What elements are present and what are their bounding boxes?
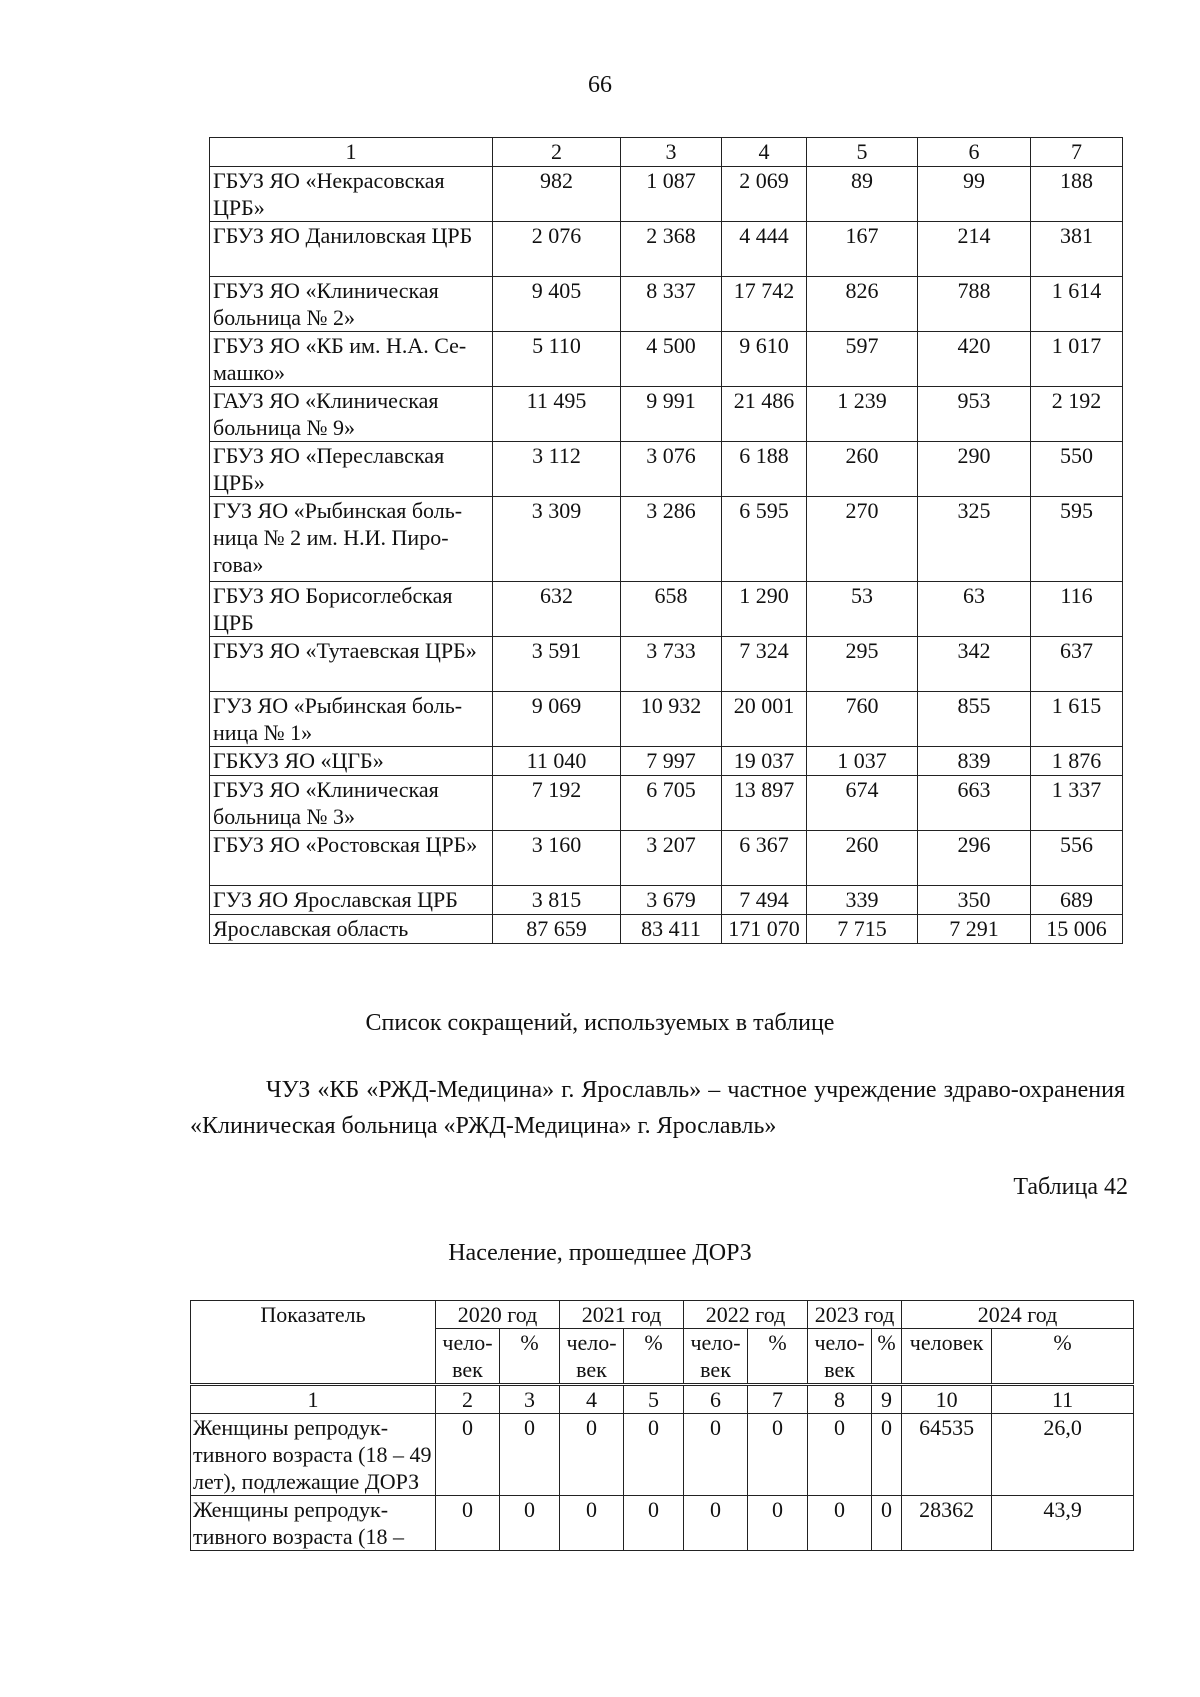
table-cell: 4 [722, 138, 807, 167]
row-label: ГБУЗ ЯО «Клиническая больница № 3» [210, 776, 493, 831]
table-cell: 10 [902, 1385, 992, 1414]
table-cell: 64535 [902, 1414, 992, 1496]
table-row [210, 222, 1123, 277]
table-cell: 11 [992, 1385, 1134, 1414]
header-unit: чело-век [436, 1329, 500, 1385]
table-cell: 83 411 [621, 915, 722, 944]
table-number: Таблица 42 [1013, 1174, 1128, 1200]
table-cell: 2 069 [722, 167, 807, 222]
table-cell: 637 [1031, 637, 1123, 692]
row-label: ГБУЗ ЯО Даниловская ЦРБ [210, 222, 493, 277]
table-row [210, 582, 1123, 637]
row-label: ГАУЗ ЯО «Клиническая больница № 9» [210, 387, 493, 442]
table-cell: 674 [807, 776, 918, 831]
table-cell: 8 [808, 1385, 872, 1414]
table-row [191, 1414, 1134, 1496]
table-row [210, 442, 1123, 497]
table-cell: 381 [1031, 222, 1123, 277]
header-unit: чело-век [684, 1329, 748, 1385]
table-cell: 339 [807, 886, 918, 915]
table-cell: 17 742 [722, 277, 807, 332]
table-title: Население, прошедшее ДОРЗ [448, 1240, 752, 1266]
table-cell: 116 [1031, 582, 1123, 637]
table-cell: 1 615 [1031, 692, 1123, 747]
header-unit: % [872, 1329, 902, 1385]
table-cell: 99 [918, 167, 1031, 222]
table-cell: 658 [621, 582, 722, 637]
table-cell: 1 017 [1031, 332, 1123, 387]
table-cell: 1 290 [722, 582, 807, 637]
table-cell: 0 [500, 1496, 560, 1551]
table-cell: 839 [918, 747, 1031, 776]
table-cell: 350 [918, 886, 1031, 915]
table-row [210, 277, 1123, 332]
table-cell: 53 [807, 582, 918, 637]
row-label: ГБУЗ ЯО «Переславская ЦРБ» [210, 442, 493, 497]
table-cell: 11 040 [493, 747, 621, 776]
row-label: ГБУЗ ЯО «Ростовская ЦРБ» [210, 831, 493, 886]
header-year: 2023 год [808, 1301, 902, 1329]
table-cell: 167 [807, 222, 918, 277]
table-row [210, 747, 1123, 776]
table-cell: 1 876 [1031, 747, 1123, 776]
table-cell: 2 [493, 138, 621, 167]
table-cell: 87 659 [493, 915, 621, 944]
table-cell: 26,0 [992, 1414, 1134, 1496]
table-cell: 325 [918, 497, 1031, 582]
table-cell: 260 [807, 831, 918, 886]
table-cell: 982 [493, 167, 621, 222]
header-row-years [191, 1301, 1134, 1329]
header-year: 2022 год [684, 1301, 808, 1329]
table-cell: 0 [436, 1414, 500, 1496]
table-cell: 953 [918, 387, 1031, 442]
row-label: ГБУЗ ЯО Борисоглебская ЦРБ [210, 582, 493, 637]
table-cell: 43,9 [992, 1496, 1134, 1551]
table-cell: 6 188 [722, 442, 807, 497]
abbreviations-title: Список сокращений, используемых в таблице [365, 1010, 835, 1036]
table-cell: 420 [918, 332, 1031, 387]
table-cell: 595 [1031, 497, 1123, 582]
table-cell: 7 [1031, 138, 1123, 167]
table-row [210, 886, 1123, 915]
table-cell: 0 [684, 1414, 748, 1496]
row-label: Ярославская область [210, 915, 493, 944]
header-unit: % [748, 1329, 808, 1385]
table-row [210, 831, 1123, 886]
table-cell: 63 [918, 582, 1031, 637]
table-cell: 689 [1031, 886, 1123, 915]
table-cell: 1 [210, 138, 493, 167]
table-cell: 3 733 [621, 637, 722, 692]
table-cell: 2 076 [493, 222, 621, 277]
header-year: 2020 год [436, 1301, 560, 1329]
table-cell: 0 [500, 1414, 560, 1496]
table-cell: 0 [808, 1414, 872, 1496]
table-cell: 89 [807, 167, 918, 222]
table-cell: 9 610 [722, 332, 807, 387]
row-label: ГБУЗ ЯО «Клиническая больница № 2» [210, 277, 493, 332]
table-cell: 0 [624, 1414, 684, 1496]
table-cell: 6 705 [621, 776, 722, 831]
table-cell: 21 486 [722, 387, 807, 442]
table-cell: 0 [872, 1414, 902, 1496]
table-cell: 2 192 [1031, 387, 1123, 442]
row-label: ГБУЗ ЯО «КБ им. Н.А. Се-машко» [210, 332, 493, 387]
table-cell: 7 997 [621, 747, 722, 776]
table-cell: 13 897 [722, 776, 807, 831]
table-cell: 1 [191, 1385, 436, 1414]
header-unit: чело-век [560, 1329, 624, 1385]
table-cell: 0 [748, 1496, 808, 1551]
table-cell: 1 239 [807, 387, 918, 442]
table-cell: 0 [748, 1414, 808, 1496]
table-row [210, 167, 1123, 222]
abbreviations-text: ЧУЗ «КБ «РЖД-Медицина» г. Ярославль» – частное учреждение здраво-охранения «Клиническая больница «РЖД-Медицина» г. Ярославль» [190, 1077, 1125, 1139]
header-unit: % [992, 1329, 1134, 1385]
table-cell: 28362 [902, 1496, 992, 1551]
row-label: ГУЗ ЯО Ярославская ЦРБ [210, 886, 493, 915]
table-cell: 214 [918, 222, 1031, 277]
table-cell: 3 207 [621, 831, 722, 886]
table-cell: 3 [621, 138, 722, 167]
table-row [191, 1496, 1134, 1551]
table-cell: 788 [918, 277, 1031, 332]
table-cell: 19 037 [722, 747, 807, 776]
table-cell: 597 [807, 332, 918, 387]
table-cell: 7 494 [722, 886, 807, 915]
dorz-table [190, 1300, 1134, 1551]
table-cell: 632 [493, 582, 621, 637]
table-row [210, 776, 1123, 831]
table-row [210, 637, 1123, 692]
table-cell: 550 [1031, 442, 1123, 497]
table-cell: 556 [1031, 831, 1123, 886]
table-cell: 3 [500, 1385, 560, 1414]
table-cell: 10 932 [621, 692, 722, 747]
table-row [210, 915, 1123, 944]
table-cell: 3 679 [621, 886, 722, 915]
header-unit: человек [902, 1329, 992, 1385]
table-cell: 3 591 [493, 637, 621, 692]
table-cell: 3 286 [621, 497, 722, 582]
table-cell: 0 [560, 1414, 624, 1496]
hospital-table [209, 137, 1123, 944]
table-cell: 290 [918, 442, 1031, 497]
table-cell: 270 [807, 497, 918, 582]
table-cell: 0 [436, 1496, 500, 1551]
table-cell: 7 715 [807, 915, 918, 944]
table-cell: 171 070 [722, 915, 807, 944]
table-cell: 5 110 [493, 332, 621, 387]
table-cell: 9 405 [493, 277, 621, 332]
table-cell: 7 324 [722, 637, 807, 692]
table-cell: 9 [872, 1385, 902, 1414]
table-cell: 5 [624, 1385, 684, 1414]
table-row [210, 692, 1123, 747]
table-cell: 3 309 [493, 497, 621, 582]
header-year: 2021 год [560, 1301, 684, 1329]
table-cell: 8 337 [621, 277, 722, 332]
table-cell: 4 444 [722, 222, 807, 277]
table-cell: 0 [684, 1496, 748, 1551]
table-cell: 1 337 [1031, 776, 1123, 831]
table-cell: 0 [872, 1496, 902, 1551]
table-cell: 2 [436, 1385, 500, 1414]
table-cell: 0 [560, 1496, 624, 1551]
table-cell: 188 [1031, 167, 1123, 222]
table-cell: 1 087 [621, 167, 722, 222]
table-cell: 0 [808, 1496, 872, 1551]
table-cell: 9 069 [493, 692, 621, 747]
row-label: ГУЗ ЯО «Рыбинская боль-ница № 2 им. Н.И. Пиро-гова» [210, 497, 493, 582]
header-unit: % [500, 1329, 560, 1385]
table-cell: 15 006 [1031, 915, 1123, 944]
table-row [210, 497, 1123, 582]
table-cell: 855 [918, 692, 1031, 747]
table-cell: 296 [918, 831, 1031, 886]
table-cell: 7 291 [918, 915, 1031, 944]
table-cell: 6 [684, 1385, 748, 1414]
table-cell: 5 [807, 138, 918, 167]
table-cell: 7 [748, 1385, 808, 1414]
row-label: Женщины репродук-тивного возраста (18 – 49 лет), подлежащие ДОРЗ [191, 1414, 436, 1496]
row-label: ГБУЗ ЯО «Тутаевская ЦРБ» [210, 637, 493, 692]
table-cell: 9 991 [621, 387, 722, 442]
table-cell: 260 [807, 442, 918, 497]
table-cell: 6 595 [722, 497, 807, 582]
table-cell: 3 815 [493, 886, 621, 915]
table-cell: 295 [807, 637, 918, 692]
row-label: ГУЗ ЯО «Рыбинская боль-ница № 1» [210, 692, 493, 747]
table-cell: 2 368 [621, 222, 722, 277]
table-cell: 342 [918, 637, 1031, 692]
row-label: ГБКУЗ ЯО «ЦГБ» [210, 747, 493, 776]
header-indicator: Показатель [191, 1301, 436, 1385]
row-label: ГБУЗ ЯО «Некрасовская ЦРБ» [210, 167, 493, 222]
table-cell: 4 500 [621, 332, 722, 387]
table-row [210, 387, 1123, 442]
table-row [210, 332, 1123, 387]
table-cell: 3 076 [621, 442, 722, 497]
header-unit: чело-век [808, 1329, 872, 1385]
table-cell: 1 614 [1031, 277, 1123, 332]
table-cell: 1 037 [807, 747, 918, 776]
table-cell: 20 001 [722, 692, 807, 747]
table-cell: 4 [560, 1385, 624, 1414]
table-cell: 760 [807, 692, 918, 747]
header-unit: % [624, 1329, 684, 1385]
table-cell: 7 192 [493, 776, 621, 831]
table-cell: 0 [624, 1496, 684, 1551]
table-cell: 3 112 [493, 442, 621, 497]
table-cell: 6 [918, 138, 1031, 167]
row-label: Женщины репродук-тивного возраста (18 – [191, 1496, 436, 1551]
column-number-row [191, 1385, 1134, 1414]
table-cell: 11 495 [493, 387, 621, 442]
column-number-row [210, 138, 1123, 167]
table-cell: 663 [918, 776, 1031, 831]
header-year: 2024 год [902, 1301, 1134, 1329]
table-cell: 6 367 [722, 831, 807, 886]
table-cell: 826 [807, 277, 918, 332]
page-number: 66 [588, 72, 612, 98]
table-cell: 3 160 [493, 831, 621, 886]
